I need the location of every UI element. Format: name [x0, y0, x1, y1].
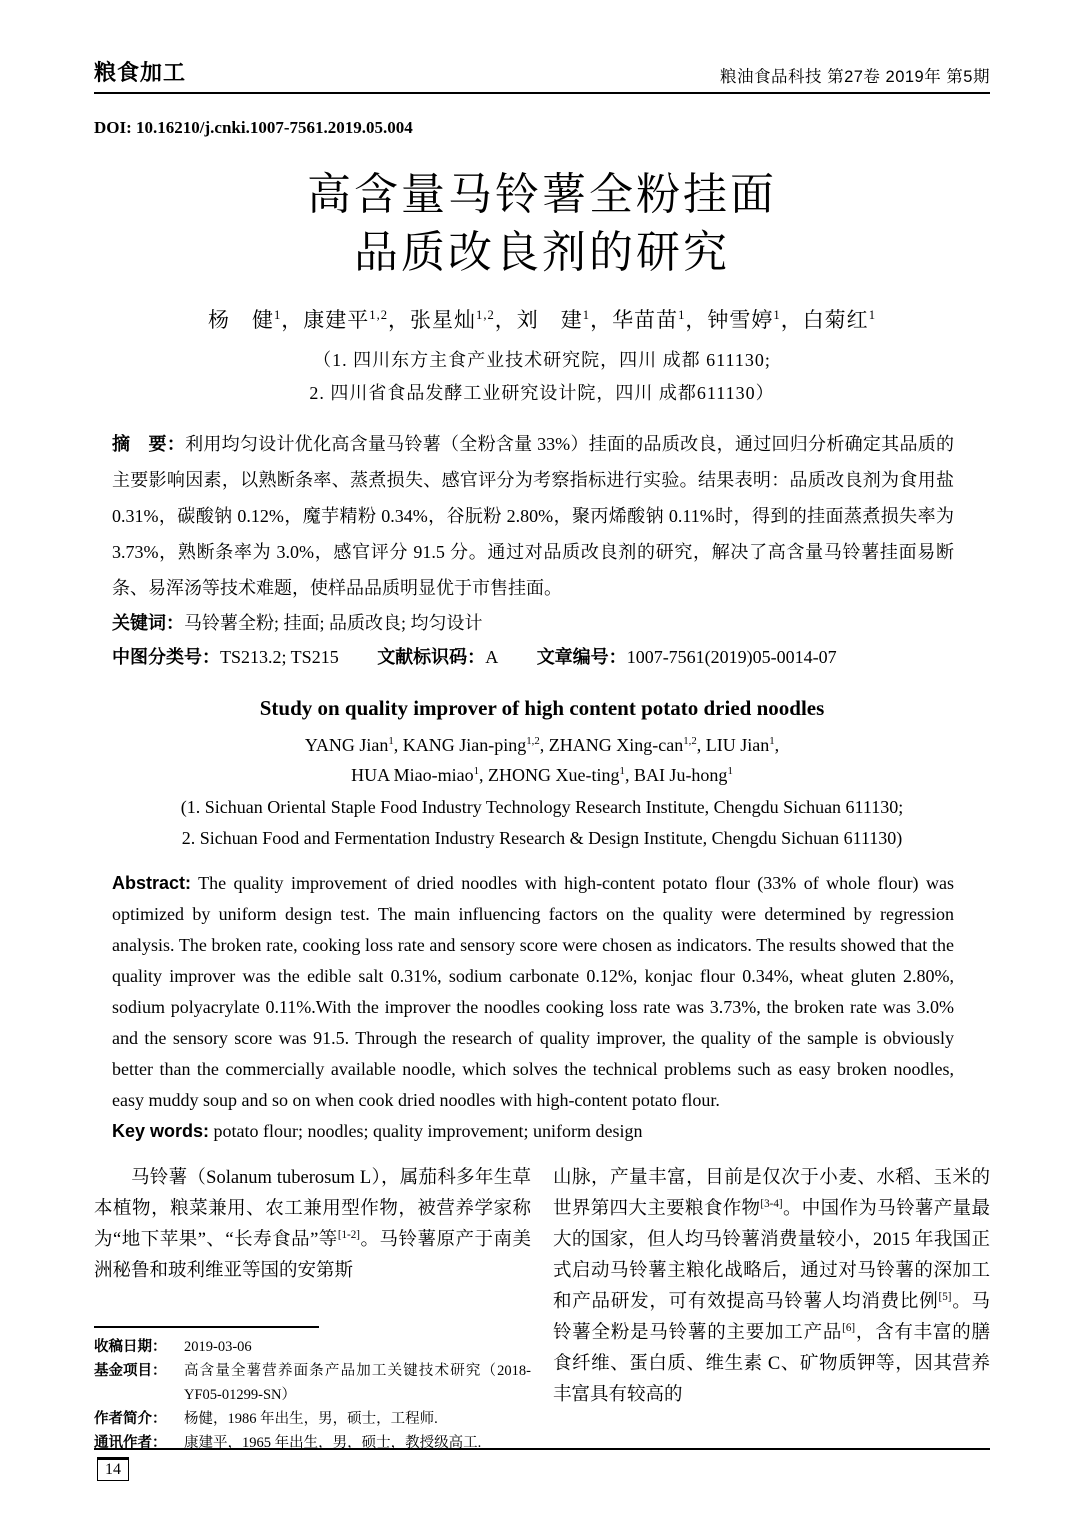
author-affiliation-sup: 1 — [582, 308, 591, 322]
abstract-en — [112, 868, 954, 1116]
author-name: ZHONG Xue-ting — [488, 765, 620, 785]
affiliation-en-2: 2. Sichuan Food and Fermentation Industry Research & Design Institute, Chengdu Sichuan 611130) — [181, 828, 903, 848]
author-affiliation-sup: 1,2 — [476, 308, 495, 322]
footnote-item — [94, 1407, 531, 1431]
author-name: 钟雪婷 — [707, 308, 774, 332]
citation-ref: [1-2] — [337, 1228, 360, 1241]
author-name: KANG Jian-ping — [402, 735, 527, 755]
clc-number — [112, 647, 339, 667]
page-footer-rule — [94, 1448, 990, 1450]
author-name: LIU Jian — [705, 735, 770, 755]
document-code — [377, 647, 498, 667]
journal-section-label: 粮食加工 — [94, 60, 187, 85]
paper-title-cn — [94, 166, 990, 282]
author-affiliation-sup: 1,2 — [369, 308, 389, 322]
page-number-box: 14 — [97, 1457, 129, 1481]
document-code-label: 文献标识码： — [377, 647, 486, 667]
author-affiliation-sup: 1 — [274, 308, 282, 322]
affiliation-cn-1: （1. 四川东方主食产业技术研究院，四川 成都 611130; — [313, 350, 771, 370]
journal-issue-info: 粮油食品科技 第27卷 2019年 第5期 — [720, 68, 990, 86]
body-right-column — [553, 1163, 990, 1449]
author-affiliation-sup: 1,2 — [683, 735, 697, 747]
author-name: ZHANG Xing-can — [548, 735, 684, 755]
document-code-value: A — [485, 647, 499, 667]
authors-en-line1: YANG Jian$^1$, KANG Jian-ping$^{1,2}$, ZHANG Xing-can$^{1,2}$, LIU Jian$^1$, — [304, 735, 780, 755]
keywords-cn — [112, 606, 954, 640]
footnote-item — [94, 1431, 531, 1455]
author-affiliation-sup: 1,2 — [526, 735, 540, 747]
affiliation-cn-2: 2. 四川省食品发酵工业研究设计院，四川 成都611130） — [309, 383, 775, 403]
footnote-text: 高含量全薯营养面条产品加工关键技术研究（2018-YF05-01299-SN） — [184, 1363, 531, 1403]
author-affiliation-sup: 1 — [868, 308, 876, 322]
clc-number-value: TS213.2; TS215 — [220, 647, 339, 667]
abstract-cn — [112, 426, 954, 606]
author-affiliation-sup: 1 — [678, 308, 686, 322]
affiliations-cn — [94, 344, 990, 410]
paper-title-cn-line2: 品质改良剂的研究 — [354, 228, 730, 277]
citation-ref: [6] — [842, 1321, 856, 1334]
paper-title-en: Study on quality improver of high content potato dried noodles — [259, 696, 825, 720]
article-id — [537, 647, 837, 667]
author-affiliation-sup: 1 — [769, 735, 775, 747]
keywords-en-label: Key words: — [112, 1121, 210, 1141]
authors-en-line2: HUA Miao-miao$^1$, ZHONG Xue-ting$^1$, BAI Ju-hong$^1$ — [351, 765, 733, 785]
footnote-item — [94, 1359, 531, 1407]
footnote-area — [94, 1326, 531, 1455]
abstract-en-text: The quality improvement of dried noodles with high-content potato flour (33% of whole flour) was optimized by uniform design test. The main influencing factors on the quality were determined by regression analysis. The broken rate, cooking loss rate and sensory score were chosen as indicators. The results showed that the quality improver was the edible salt 0.31%, sodium carbonate 0.12%, konjac flour 0.34%, wheat gluten 2.80%, sodium polyacrylate 0.11%.With the improver the noodles cooking loss rate was 3.73%, the broken rate was 3.0% and the sensory score was 91.5. Through the research of quality improver, the quality of the sample is obviously better than the commercially available noodle, which solves the technical problems such as easy broken noodles, easy muddy soup and so on when cook dried noodles with high-content potato flour. — [112, 873, 954, 1110]
footnote-text: 2019-03-06 — [184, 1339, 252, 1355]
footnote-label: 基金项目： — [94, 1363, 167, 1379]
article-id-label: 文章编号： — [536, 647, 627, 667]
article-id-value: 1007-7561(2019)05-0014-07 — [626, 647, 837, 667]
doi-line: DOI: 10.16210/j.cnki.1007-7561.2019.05.004 — [94, 118, 413, 137]
footnote-label: 作者简介： — [94, 1411, 167, 1427]
footnote-label: 收稿日期： — [94, 1339, 167, 1355]
footnote-text: 康建平，1965 年出生，男，硕士，教授级高工. — [184, 1435, 482, 1451]
keywords-cn-text: 马铃薯全粉; 挂面; 品质改良; 均匀设计 — [184, 613, 483, 633]
citation-ref: [5] — [938, 1290, 952, 1303]
footnote-label: 通讯作者： — [94, 1435, 167, 1451]
abstract-cn-label: 摘 要： — [112, 434, 186, 454]
abstract-en-label: Abstract: — [112, 873, 192, 893]
author-affiliation-sup: 1 — [619, 765, 625, 777]
keywords-en — [112, 1116, 954, 1147]
author-affiliation-sup: 1 — [727, 765, 733, 777]
author-affiliation-sup: 1 — [388, 735, 394, 747]
footnote-list — [94, 1335, 531, 1455]
citation-ref: [3-4] — [760, 1197, 783, 1210]
body-paragraph-left: 马铃薯（Solanum tuberosum L），属茄科多年生草本植物，粮菜兼用、农工兼用型作物，被营养学家称为“地下苹果”、“长寿食品”等[1-2]。马铃薯原产于南美洲秘鲁和玻利维亚等国的安第斯 — [94, 1168, 531, 1281]
affiliation-en-1: (1. Sichuan Oriental Staple Food Industry Technology Research Institute, Chengdu Sichuan 611130; — [180, 797, 904, 817]
clc-number-label: 中图分类号： — [112, 647, 220, 667]
body-paragraph-right: 山脉，产量丰富，目前是仅次于小麦、水稻、玉米的世界第四大主要粮食作物[3-4]。中国作为马铃薯产量最大的国家，但人均马铃薯消费量较小，2015 年我国正式启动马铃薯主粮化战略后，通过对马铃薯的深加工和产品研发，可有效提高马铃薯人均消费比例[5]。马铃薯全粉是马铃薯的主要加工产品[6]，含有丰富的膳食纤维、蛋白质、维生素 C、矿物质钾等，因其营养丰富具有较高的 — [553, 1168, 990, 1405]
footnote-text: 杨健，1986 年出生，男，硕士，工程师. — [184, 1411, 438, 1427]
keywords-cn-label: 关键词： — [112, 613, 184, 633]
clc-line — [112, 640, 954, 674]
running-head — [94, 0, 990, 94]
footnote-item — [94, 1335, 531, 1359]
author-affiliation-sup: 1 — [473, 765, 480, 777]
author-name: 华苗苗 — [612, 308, 679, 332]
author-name: 康建平 — [303, 308, 370, 332]
author-name: BAI Ju-hong — [633, 765, 728, 785]
body-columns — [94, 1163, 990, 1449]
author-affiliation-sup: 1 — [773, 308, 781, 322]
keywords-en-text: potato flour; noodles; quality improvement; uniform design — [213, 1121, 643, 1141]
author-name: 张星灿 — [410, 308, 477, 332]
author-name: HUA Miao-miao — [351, 765, 474, 785]
author-name: 白菊红 — [802, 308, 869, 332]
body-left-column — [94, 1163, 531, 1449]
author-name: 杨 健 — [208, 308, 274, 332]
paper-title-cn-line1: 高含量马铃薯全粉挂面 — [307, 170, 777, 219]
author-name: YANG Jian — [304, 735, 389, 755]
footnote-rule — [94, 1326, 319, 1328]
author-name: 刘 建 — [516, 308, 583, 332]
authors-cn: 杨 健$^1$，康建平$^{1,2}$，张星灿$^{1,2}$，刘 建$^1$，华苗苗$^1$，钟雪婷$^1$，白菊红$^1$ — [208, 308, 876, 332]
abstract-cn-text: 利用均匀设计优化高含量马铃薯（全粉含量 33%）挂面的品质改良，通过回归分析确定其品质的主要影响因素，以熟断条率、蒸煮损失、感官评分为考察指标进行实验。结果表明：品质改良剂为食用盐 0.31%，碳酸钠 0.12%，魔芋精粉 0.34%，谷朊粉 2.80%，聚丙烯酸钠 0.11%时，得到的挂面蒸煮损失率为 3.73%，熟断条率为 3.0%，感官评分 91.5 分。通过对品质改良剂的研究，解决了高含量马铃薯挂面易断条、易浑汤等技术难题，使样品品质明显优于市售挂面。 — [112, 434, 955, 598]
affiliations-en — [94, 792, 990, 854]
